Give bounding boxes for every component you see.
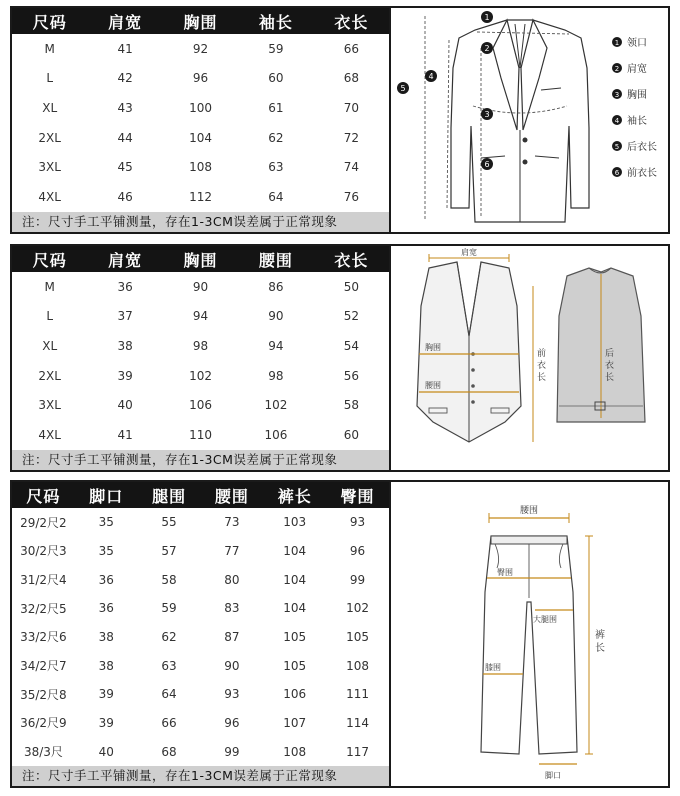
table-cell: 29/2尺2 [20,515,67,530]
table-cell: 42 [117,71,133,86]
table-cell: 50 [343,279,359,294]
table-cell: 64 [161,687,177,702]
marker-5-label: 5 [400,84,406,93]
legend-num: 2 [614,65,620,73]
table-cell: L [46,309,54,324]
marker-1-label: 1 [484,13,490,22]
table-cell: 31/2尺4 [20,573,67,588]
pants-table-rows [12,508,389,766]
header-length: 裤长 [277,486,312,506]
table-cell: 38 [117,339,133,354]
pants-table-header [12,482,389,508]
measurement-note: 注：尺寸手工平铺测量，存在1-3CM误差属于正常现象 [12,450,389,470]
vest-table-rows [12,272,389,450]
table-cell: 110 [189,428,212,443]
table-cell: 3XL [38,160,61,175]
legend-label: 肩宽 [627,64,647,75]
table-cell: 74 [343,160,359,175]
legend-num: 5 [614,143,620,151]
table-cell: 72 [343,130,359,145]
table-cell: 41 [117,428,133,443]
table-cell: 103 [283,515,307,530]
vest-size-panel [10,244,670,472]
table-cell: 96 [349,543,366,558]
legend-label: 领口 [627,38,647,49]
table-cell: 45 [117,160,133,175]
vest-size-table [12,246,391,470]
table-cell: 60 [343,428,359,443]
table-cell: 32/2尺5 [20,601,67,616]
sleeve-length-line [447,40,449,208]
header-chest: 胸围 [183,12,218,32]
vest-button-icon [471,384,475,388]
table-cell: 60 [268,71,284,86]
header-waist: 腰围 [214,486,249,506]
table-cell: 108 [283,744,307,759]
pants-knee-label: 膝围 [485,663,501,672]
table-cell: 106 [264,428,288,443]
measurement-note: 注：尺寸手工平铺测量，存在1-3CM误差属于正常现象 [12,766,389,786]
marker-3 [481,108,493,120]
table-cell: 114 [346,715,369,730]
table-cell: M [44,41,55,56]
table-cell: 86 [268,279,284,294]
table-cell: 98 [192,339,209,354]
table-cell: 68 [161,744,177,759]
table-cell: 57 [161,543,177,558]
table-row [12,600,389,617]
table-cell: 35 [98,543,114,558]
pants-diagram [389,482,668,786]
table-cell: 61 [268,101,284,116]
vest-front-length-label: 前 [537,349,547,359]
table-row [12,309,389,323]
marker-5 [397,82,409,94]
table-cell: 54 [343,339,359,354]
marker-2-label: 2 [484,44,490,53]
jacket-button-icon [523,138,528,143]
table-cell: 2XL [38,368,61,383]
header-hip: 臀围 [340,486,375,506]
vest-front-length-label: 长 [537,373,547,383]
table-cell: 98 [268,368,284,383]
table-cell: 38 [98,658,114,673]
table-cell: 87 [224,629,240,644]
table-cell: M [44,279,55,294]
header-shoulder: 肩宽 [108,250,143,270]
table-cell: 76 [343,190,359,205]
jacket-table-header [12,8,389,34]
table-row [12,71,389,85]
header-hem: 脚口 [89,486,124,506]
table-cell: 99 [349,572,366,587]
table-row [12,369,389,383]
marker-4 [425,70,437,82]
table-cell: 35/2尺8 [20,687,67,702]
table-cell: 58 [161,572,177,587]
table-cell: 36 [117,279,133,294]
table-cell: 104 [189,130,212,145]
vest-front-length-label: 衣 [537,361,547,371]
table-cell: 105 [346,629,369,644]
header-waist: 腰围 [258,250,293,270]
table-cell: 90 [224,658,240,673]
table-cell: 94 [268,339,284,354]
table-cell: 44 [117,130,133,145]
legend-num: 6 [614,169,620,177]
table-cell: 38/3尺 [23,745,63,760]
pants-size-panel [10,480,670,788]
table-cell: 107 [283,715,307,730]
pants-hip-label: 臀围 [497,568,513,577]
table-cell: 73 [224,515,240,530]
header-length: 衣长 [334,250,369,270]
vest-back-length-label: 长 [605,373,615,383]
table-cell: 105 [283,629,307,644]
table-cell: 36 [98,572,114,587]
marker-3-label: 3 [484,110,490,119]
header-shoulder: 肩宽 [108,12,143,32]
table-cell: 96 [224,715,240,730]
table-cell: 93 [224,687,240,702]
vest-button-icon [471,400,475,404]
table-cell: 108 [189,160,212,175]
table-cell: 30/2尺3 [20,544,67,559]
table-row [12,160,389,174]
jacket-size-panel [10,6,670,234]
table-cell: 66 [161,715,177,730]
table-cell: 117 [346,744,369,759]
vest-back-length-label: 衣 [605,361,615,371]
table-row [12,190,389,204]
table-cell: 46 [117,190,133,205]
table-cell: 80 [224,572,240,587]
table-cell: 4XL [38,428,61,443]
table-cell: 96 [192,71,209,86]
table-cell: 58 [343,398,359,413]
table-cell: L [46,71,54,86]
table-cell: 39 [117,368,133,383]
table-cell: 90 [192,279,209,294]
table-cell: 94 [192,309,209,324]
table-cell: 106 [189,398,212,413]
pants-size-table [12,482,391,786]
header-size: 尺码 [32,12,67,32]
vest-button-icon [471,368,475,372]
header-thigh: 腿围 [152,486,187,506]
table-row [12,628,389,645]
table-cell: 33/2尺6 [20,630,67,645]
jacket-illustration [389,8,668,232]
table-cell: 3XL [38,398,61,413]
table-row [12,428,389,442]
jacket-legend [612,36,657,179]
pants-length-label: 裤 [595,630,605,641]
table-cell: 59 [268,41,284,56]
marker-6-label: 6 [484,160,490,169]
legend-label: 后衣长 [627,142,657,153]
table-cell: 40 [98,744,114,759]
pants-illustration [389,482,668,786]
jacket-size-table [12,8,391,232]
table-row [12,514,389,531]
header-length: 衣长 [334,12,369,32]
table-cell: 41 [117,41,133,56]
vest-shoulder-label: 肩宽 [461,248,477,257]
table-cell: 104 [283,572,307,587]
table-cell: 52 [343,309,359,324]
jacket-button-icon [523,160,528,165]
legend-num: 1 [614,39,620,47]
pants-waistband [491,536,567,544]
marker-6 [481,158,493,170]
table-row [12,571,389,588]
table-cell: 92 [192,41,209,56]
table-cell: 102 [189,368,212,383]
vest-illustration [389,246,668,470]
table-row [12,542,389,559]
table-row [12,686,389,703]
table-cell: 36/2尺9 [20,716,67,731]
table-cell: 39 [98,687,114,702]
table-cell: 2XL [38,130,61,145]
table-cell: 112 [189,190,212,205]
legend-label: 袖长 [627,116,647,127]
table-cell: 70 [343,101,359,116]
table-cell: 40 [117,398,133,413]
table-cell: 38 [98,629,114,644]
marker-4-label: 4 [428,72,434,81]
table-cell: 102 [264,398,288,413]
header-size: 尺码 [26,486,61,506]
table-row [12,657,389,674]
legend-label: 前衣长 [627,168,657,179]
legend-label: 胸围 [627,90,647,101]
table-cell: 64 [268,190,284,205]
table-row [12,280,389,294]
table-row [12,101,389,115]
vest-chest-label: 胸围 [425,343,441,352]
table-cell: 63 [161,658,177,673]
table-cell: 77 [224,543,240,558]
table-cell: 66 [343,41,359,56]
table-cell: 106 [283,687,307,702]
table-row [12,131,389,145]
table-cell: XL [42,101,58,116]
table-cell: 36 [98,601,114,616]
table-cell: XL [42,339,58,354]
jacket-table-rows [12,34,389,212]
header-sleeve: 袖长 [258,12,293,32]
table-cell: 56 [343,368,359,383]
table-row [12,714,389,731]
vest-diagram [389,246,668,470]
pants-length-label: 长 [595,643,605,654]
table-cell: 43 [117,101,133,116]
table-cell: 63 [268,160,284,175]
legend-num: 3 [614,91,620,99]
table-cell: 62 [161,629,177,644]
table-cell: 35 [98,515,114,530]
table-cell: 34/2尺7 [20,659,67,674]
table-cell: 68 [343,71,359,86]
table-row [12,339,389,353]
table-cell: 90 [268,309,284,324]
table-cell: 39 [98,715,114,730]
marker-2 [481,42,493,54]
table-cell: 111 [346,687,369,702]
table-cell: 105 [283,658,307,673]
vest-back-length-label: 后 [605,349,615,359]
table-cell: 100 [189,101,212,116]
table-row [12,743,389,760]
table-cell: 4XL [38,190,61,205]
table-cell: 93 [349,515,366,530]
vest-waist-label: 腰围 [425,381,441,390]
table-cell: 59 [161,601,177,616]
pants-hem-label: 脚口 [545,771,561,780]
pants-thigh-label: 大腿围 [533,615,557,624]
table-cell: 99 [224,744,240,759]
vest-table-header [12,246,389,272]
header-size: 尺码 [32,250,67,270]
table-cell: 104 [283,601,307,616]
table-cell: 37 [117,309,133,324]
table-cell: 108 [346,658,369,673]
table-cell: 104 [283,543,307,558]
jacket-diagram [389,8,668,232]
table-cell: 83 [224,601,240,616]
measurement-note: 注：尺寸手工平铺测量，存在1-3CM误差属于正常现象 [12,212,389,232]
pants-waist-label: 腰围 [519,506,539,516]
table-cell: 62 [268,130,284,145]
table-cell: 55 [161,515,177,530]
marker-1 [481,11,493,23]
legend-num: 4 [614,117,620,125]
table-row [12,398,389,412]
table-cell: 102 [346,601,369,616]
header-chest: 胸围 [183,250,218,270]
table-row [12,42,389,56]
